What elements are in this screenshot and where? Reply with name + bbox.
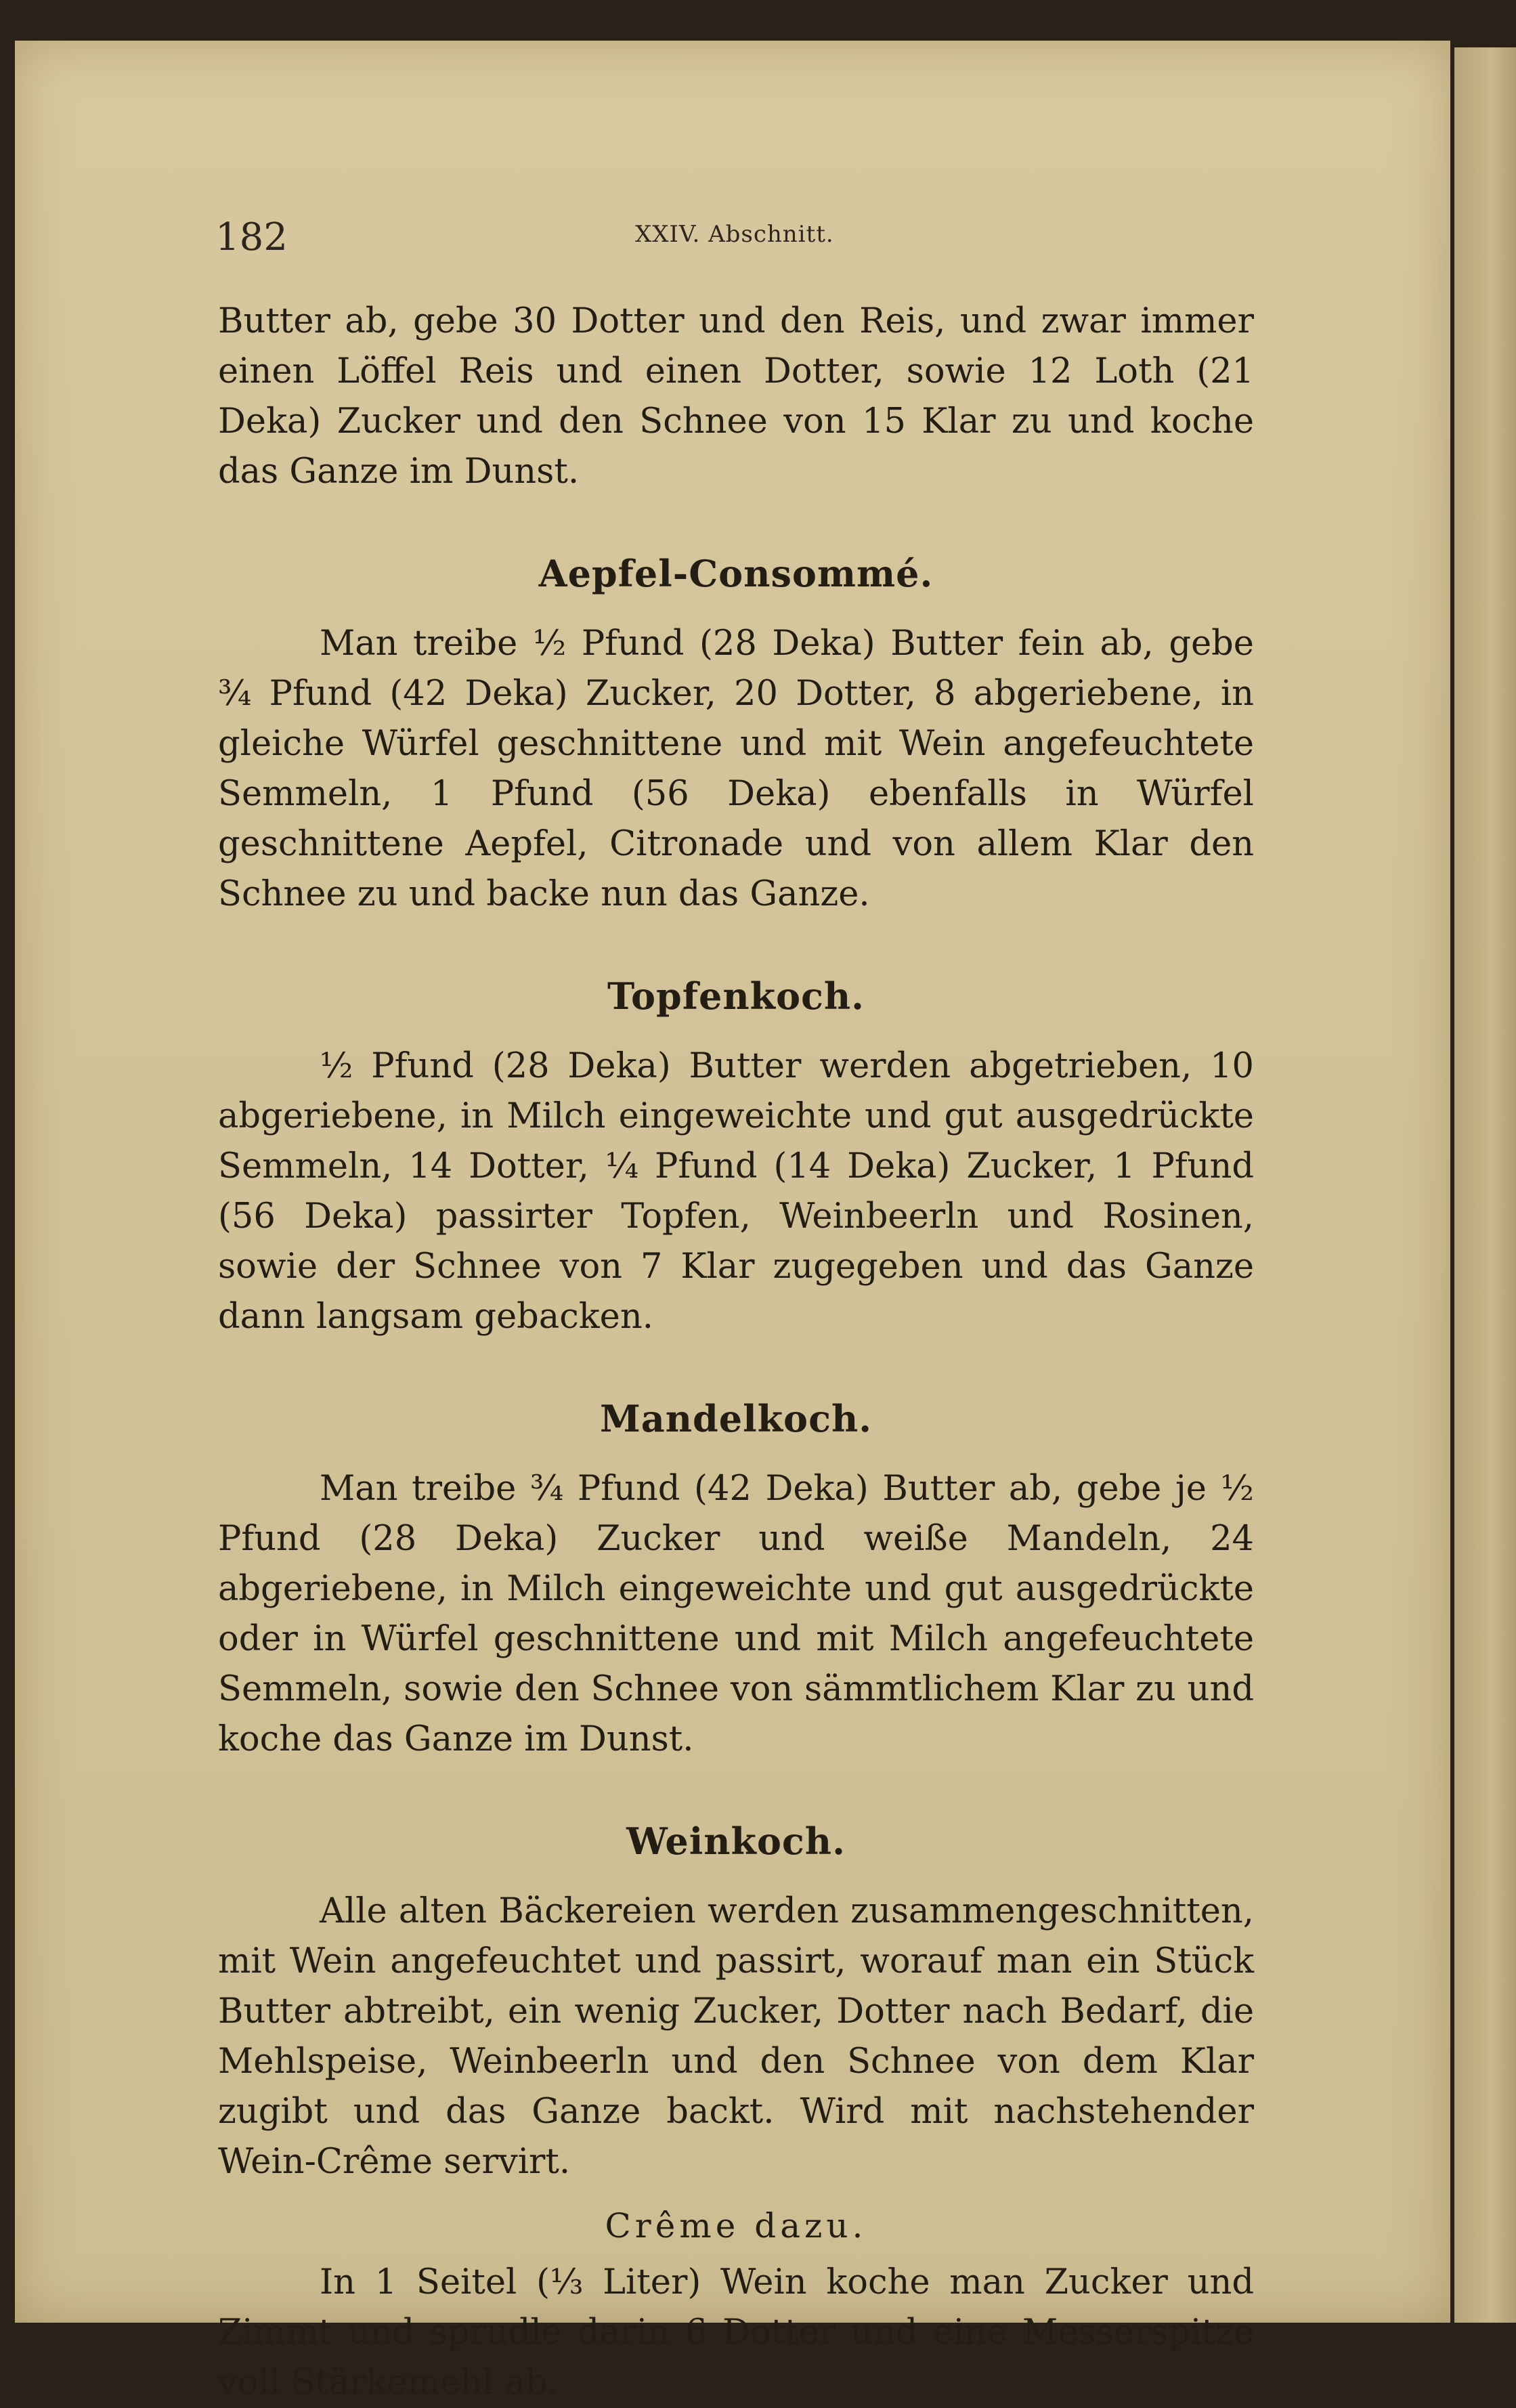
adjacent-page-edge	[1454, 47, 1516, 2323]
aepfel-consomme-paragraph: Man treibe ½ Pfund (28 Deka) Butter fein ab, gebe ¾ Pfund (42 Deka) Zucker, 20 Dotter, 8 abgeriebene, in gleiche Würfel geschnittene und mit Wein angefeuchtete Semmeln, 1 Pfund (56 Deka) ebenfalls in Würfel geschnittene Aepfel, Citronade und von allem Klar den Schnee zu und backe nun das Ganze.	[218, 624, 1254, 914]
page-content	[218, 297, 1254, 2408]
intro-paragraph: Butter ab, gebe 30 Dotter und den Reis, und zwar immer einen Löffel Reis und einen Dotter, sowie 12 Loth (21 Deka) Zucker und den Schnee von 15 Klar zu und koche das Ganze im Dunst.	[218, 301, 1254, 492]
creme-paragraph: In 1 Seitel (⅓ Liter) Wein koche man Zucker und Zimmt und sprudle darin 6 Dotter und eine Messerspitze voll Stärkemehl ab.	[218, 2262, 1254, 2403]
weinkoch-paragraph: Alle alten Bäckereien werden zusammengeschnitten, mit Wein angefeuchtet und passirt, worauf man ein Stück Butter abtreibt, ein wenig Zucker, Dotter nach Bedarf, die Mehlspeise, Weinbeerln und den Schnee von dem Klar zugibt und das Ganze backt. Wird mit nachstehender Wein-Crême servirt.	[218, 1891, 1254, 2182]
topfenkoch-paragraph: ½ Pfund (28 Deka) Butter werden abgetrieben, 10 abgeriebene, in Milch eingeweichte und gut ausgedrückte Semmeln, 14 Dotter, ¼ Pfund (14 Deka) Zucker, 1 Pfund (56 Deka) passirter Topfen, Weinbeerln und Rosinen, sowie der Schnee von 7 Klar zugegeben und das Ganze dann langsam gebacken.	[218, 1046, 1254, 1337]
heading-topfenkoch: Topfenkoch.	[607, 974, 865, 1018]
running-head	[215, 215, 1272, 263]
heading-mandelkoch: Mandelkoch.	[599, 1397, 873, 1440]
subheading-creme-dazu: Crême dazu.	[605, 2206, 867, 2245]
heading-weinkoch: Weinkoch.	[626, 1820, 846, 1863]
heading-aepfel-consomme: Aepfel-Consommé.	[538, 552, 934, 595]
chapter-title: XXIV. Abschnitt.	[635, 221, 834, 248]
page-number: 182	[215, 215, 288, 259]
mandelkoch-paragraph: Man treibe ¾ Pfund (42 Deka) Butter ab, gebe je ½ Pfund (28 Deka) Zucker und weiße Mandeln, 24 abgeriebene, in Milch eingeweichte und gut ausgedrückte oder in Würfel geschnittene und mit Milch angefeuchtete Semmeln, sowie den Schnee von sämmtlichem Klar zu und koche das Ganze im Dunst.	[218, 1469, 1254, 1759]
